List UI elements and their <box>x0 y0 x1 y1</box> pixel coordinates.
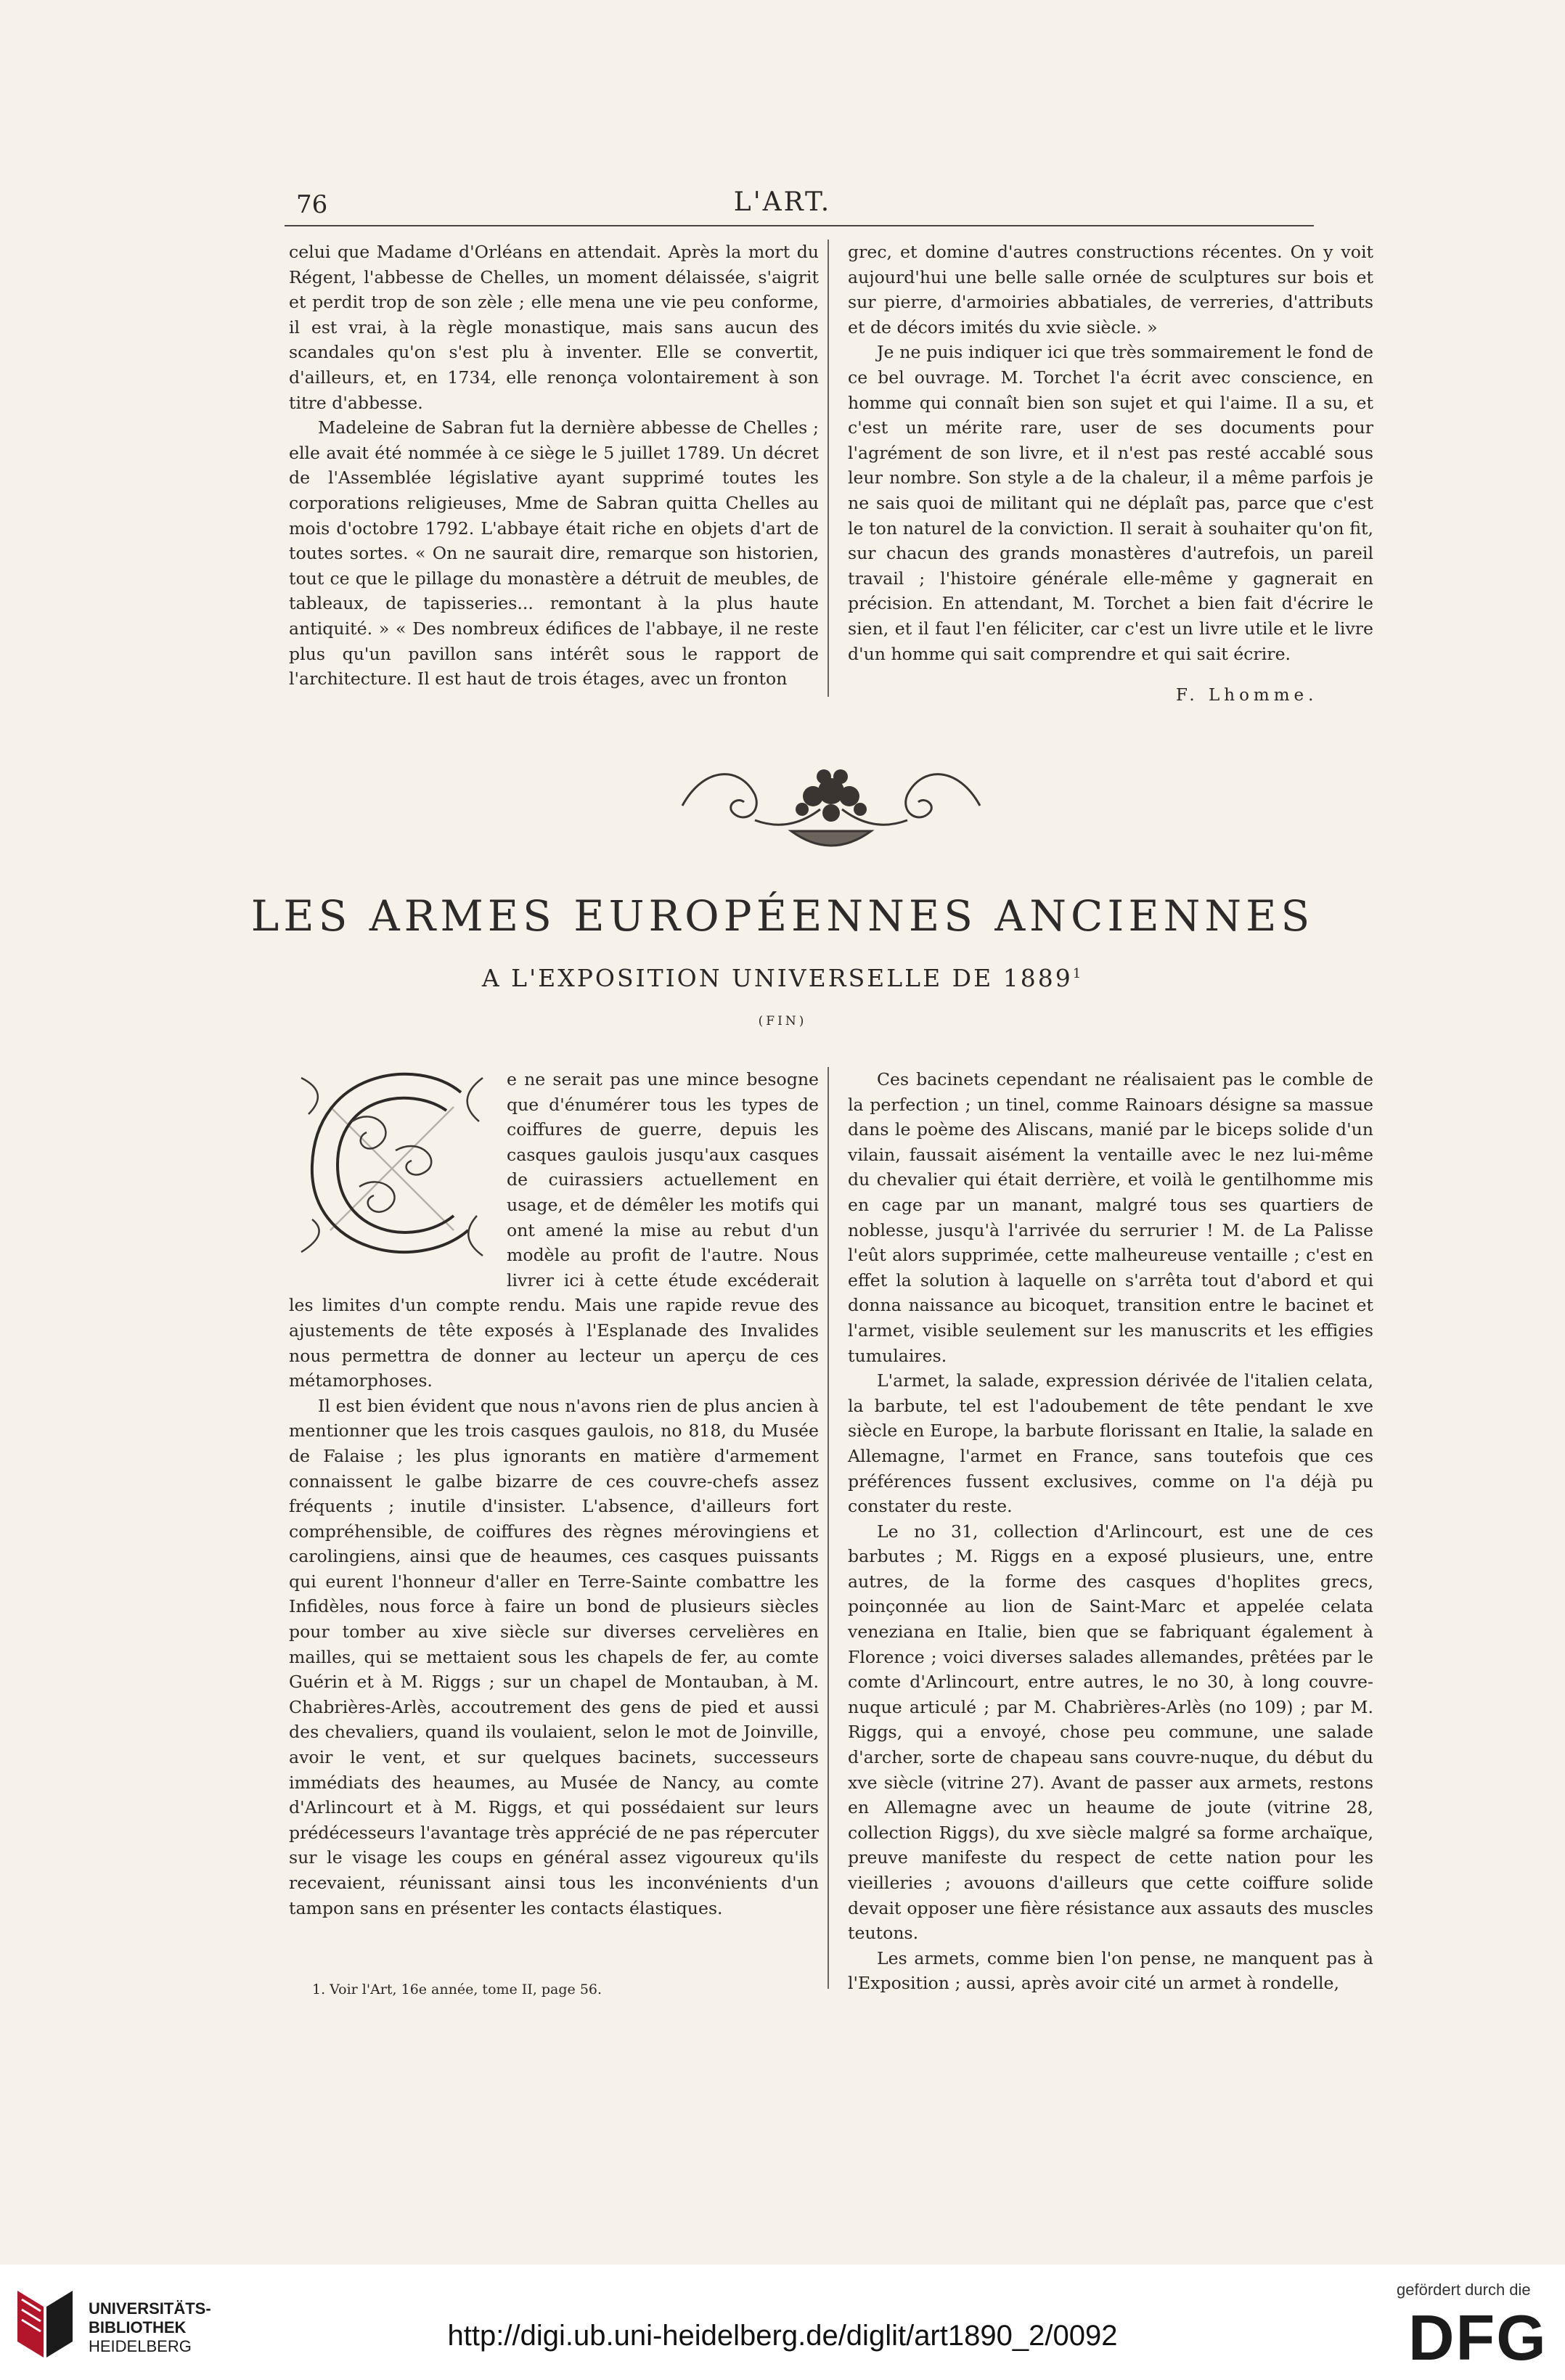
column-divider <box>828 240 829 697</box>
library-name-line: BIBLIOTHEK <box>89 2318 187 2336</box>
paragraph: celui que Madame d'Orléans en attendait. Après la mort du Régent, l'abbesse de Chelles, un moment délaissée, s'aigrit et perdit trop de son zèle ; elle mena une vie peu conforme, il est vrai, à la règle monastique, mais sans aucun des scandales qu'on s'est plu à inventer. Elle se convertit, d'ailleurs, et, en 1734, elle renonça volontairement à son titre d'abbesse. <box>289 242 819 413</box>
dropcap-spacer <box>289 1067 507 1277</box>
bottom-left-column <box>289 1067 819 1921</box>
library-name-line: UNIVERSITÄTS- <box>89 2299 211 2318</box>
paragraph: L'armet, la salade, expression dérivée de l'italien celata, la barbute, tel est l'adoubement de tête pendant le xve siècle en Europe, la barbute florissant en Italie, la salade en Allemagne, l'armet en France, sans toutefois que ces préférences fussent exclusives, comme on l'a déjà pu constater du reste. <box>848 1370 1373 1517</box>
footnote-marker: 1 <box>1072 966 1084 981</box>
header-rule <box>285 225 1314 226</box>
top-left-column <box>289 240 819 692</box>
fin-label: (FIN) <box>758 1014 807 1029</box>
paragraph: Les armets, comme bien l'on pense, ne manquent pas à l'Exposition ; aussi, après avoir cité un armet à rondelle, <box>848 1947 1373 1994</box>
dfg-logo: DFG <box>1408 2302 1548 2373</box>
running-title: L'ART. <box>733 187 832 217</box>
page-number: 76 <box>296 190 328 219</box>
paragraph: grec, et domine d'autres constructions récentes. On y voit aujourd'hui une belle salle ornée de sculptures sur bois et sur pierre, d'armoiries abbatiales, de verreries, d'attributs et de décors imités du xvie siècle. » <box>848 242 1373 338</box>
library-name-line: HEIDELBERG <box>89 2337 192 2355</box>
paragraph: Je ne puis indiquer ici que très sommairement le fond de ce bel ouvrage. M. Torchet l'a écrit avec conscience, en homme qui connaît bien son sujet et qui l'aime. Il a su, et c'est un mérite rare, user de ses documents pour l'agrément de son livre, et il n'est pas resté accablé sous leur nombre. Son style a de la chaleur, il a même parfois je ne sais quoi de militant qui ne déplaît pas, parce que c'est le ton naturel de la conviction. Il serait à souhaiter qu'on fit, sur chacun des grands monastères d'autrefois, un pareil travail ; l'histoire générale elle-même y gagnerait en précision. En attendant, M. Torchet a bien fait d'écrire le sien, et il faut l'en féliciter, car c'est un livre utile et le livre d'un homme qui sait comprendre et qui sait écrire. <box>848 342 1373 664</box>
footnote: 1. Voir l'Art, 16e année, tome II, page 56. <box>312 1982 602 1997</box>
article-subtitle <box>0 964 1565 992</box>
column-divider <box>828 1067 829 1989</box>
subtitle-text: A L'EXPOSITION UNIVERSELLE DE 1889 <box>481 964 1073 992</box>
funded-by-label: gefördert durch die <box>1397 2281 1531 2299</box>
article-title: LES ARMES EUROPÉENNES ANCIENNES <box>250 891 1315 941</box>
paragraph: Ces bacinets cependant ne réalisaient pas le comble de la perfection ; un tinel, comme Rainoars désigne sa massue dans le poème des Aliscans, manié par le biceps solide d'un vilain, faussait aisément la ventaille avec le nez lui-même du chevalier qui était derrière, et voilà le gentilhomme mis en cage par un manant, malgré tous ses quartiers de noblesse, jusqu'à l'arrivée du serrurier ! M. de La Palisse l'eût alors supprimée, cette malheureuse ventaille ; c'est en effet la solution à laquelle on s'arrêta tout d'abord et qui donna naissance au bicoquet, transition entre le bacinet et l'armet, visible seulement sur les manuscrits et les effigies tumulaires. <box>848 1069 1373 1366</box>
paragraph: Il est bien évident que nous n'avons rien de plus ancien à mentionner que les trois casques gaulois, no 818, du Musée de Falaise ; les plus ignorants en matière d'armement connaissent le galbe bizarre de ces couvre-chefs assez fréquents ; inutile d'insister. L'absence, d'ailleurs fort compréhensible, de coiffures des règnes mérovingiens et carolingiens, ainsi que de heaumes, ces casques puissants qui eurent l'honneur d'aller en Terre-Sainte combattre les Infidèles, nous force à faire un bond de plusieurs siècles pour tomber au xive siècle sur diverses cervelières en mailles, qui se mettaient sous les chapels de fer, au comte Guérin et à M. Riggs ; sur un chapel de Montauban, à M. Chabrières-Arlès, accoutrement des gens de pied et aussi des chevaliers, quand ils voulaient, selon le mot de Joinville, avoir le vent, et sur quelques bacinets, successeurs immédiats des heaumes, au Musée de Nancy, au comte d'Arlincourt et à M. Riggs, et qui possédaient sur leurs prédécesseurs l'avantage très apprécié de ne pas répercuter sur le visage les coups en général assez vigoureux qu'ils recevaient, réunissant ainsi tous les inconvénients d'un tampon sans en présenter les contacts élastiques. <box>289 1395 819 1918</box>
top-right-column <box>848 240 1373 666</box>
paragraph <box>289 1067 819 1394</box>
author-signature: F. Lhomme. <box>1176 686 1318 705</box>
ornament-icon <box>675 751 987 860</box>
paragraph: Madeleine de Sabran fut la dernière abbesse de Chelles ; elle avait été nommée à ce siège le 5 juillet 1789. Un décret de l'Assemblée législative ayant supprimé toutes les corporations religieuses, Mme de Sabran quitta Chelles au mois d'octobre 1792. L'abbaye était riche en objets d'art de toutes sortes. « On ne saurait dire, remarque son historien, tout ce que le pillage du monastère a détruit de meubles, de tableaux, de tapisseries... remontant à la plus haute antiquité. » « Des nombreux édifices de l'abbaye, il ne reste plus qu'un pavillon sans intérêt sous le rapport de l'architecture. Il est haut de trois étages, avec un fronton <box>289 417 819 690</box>
source-url-link[interactable]: http://digi.ub.uni-heidelberg.de/diglit/art1890_2/0092 <box>447 2320 1118 2352</box>
bottom-right-column <box>848 1067 1373 1996</box>
paragraph-text: e ne serait pas une mince besogne que d'énumérer tous les types de coiffures de guerre, depuis les casques gaulois jusqu'aux casques de cuirassiers actuellement en usage, et de démêler les motifs qui ont amené la mise au rebut d'un modèle au profit de l'autre. Nous livrer ici à cette étude excéderait les limites d'un compte rendu. Mais une rapide revue des ajustements de tête exposés à l'Esplanade des Invalides nous permettra de donner au lecteur un aperçu de ces métamorphoses. <box>289 1069 819 1391</box>
paragraph: Le no 31, collection d'Arlincourt, est une de ces barbutes ; M. Riggs en a exposé plusieurs, une, entre autres, de la forme des casques d'hoplites grecs, poinçonnée au lion de Saint-Marc et appelée celata veneziana en Italie, bien que se fabriquant également à Florence ; voici diverses salades allemandes, prêtées par le comte d'Arlincourt, entre autres, le no 30, à long couvre-nuque articulé ; par M. Chabrières-Arlès (no 109) ; par M. Riggs, qui a envoyé, chose peu commune, une salade d'archer, sorte de chapeau sans couvre-nuque, du début du xve siècle (vitrine 27). Avant de passer aux armets, restons en Allemagne avec un heaume de joute (vitrine 28, collection Riggs), du xve siècle malgré sa forme archaïque, preuve manifeste du respect de cette nation pour les vieilleries ; avouons d'ailleurs que cette coiffure solide devait opposer une fière résistance aux assauts des muscles teutons. <box>848 1521 1373 1944</box>
